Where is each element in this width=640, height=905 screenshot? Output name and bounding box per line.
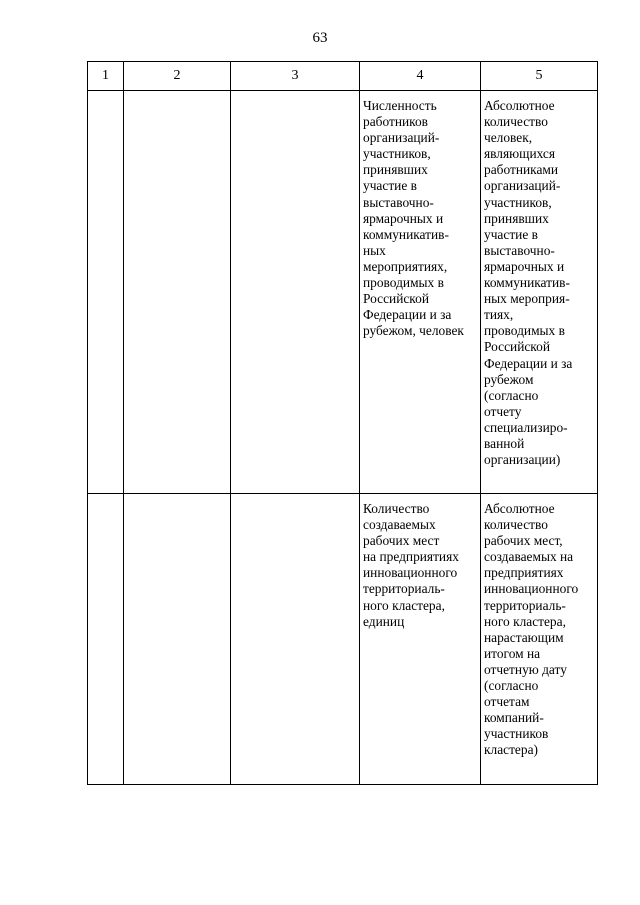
method-cell bbox=[481, 494, 598, 785]
indicators-table bbox=[87, 61, 598, 785]
method-cell bbox=[481, 91, 598, 494]
column-header-1: 1 bbox=[88, 62, 124, 91]
column-header-2: 2 bbox=[124, 62, 231, 91]
column-header-3: 3 bbox=[231, 62, 360, 91]
indicator-text: Численность работников организаций- участников, принявших участие в выставочно- ярмарочных и коммуникатив- ных мероприятиях, проводимых в Российской Федерации и за рубежом, человек bbox=[363, 98, 464, 339]
indicator-text: Количество создаваемых рабочих мест на предприятиях инновационного территориаль- ного кластера, единиц bbox=[363, 501, 459, 629]
table-header-row bbox=[88, 62, 598, 91]
table-cell-col3 bbox=[231, 91, 360, 494]
indicator-cell bbox=[360, 91, 481, 494]
table-row bbox=[88, 494, 598, 785]
table-row bbox=[88, 91, 598, 494]
table-cell-col2 bbox=[124, 91, 231, 494]
table-cell-col1 bbox=[88, 494, 124, 785]
table-cell-col1 bbox=[88, 91, 124, 494]
method-text: Абсолютное количество человек, являющихся работниками организаций- участников, принявших участие в выставочно- ярмарочных и коммуникатив- ных мероприя- тиях, проводимых в Российской Федерации и за рубежом (согласно отчету специализиро- ванной организации) bbox=[484, 98, 573, 468]
page-number: 63 bbox=[312, 30, 328, 46]
table-cell-col3 bbox=[231, 494, 360, 785]
indicator-cell bbox=[360, 494, 481, 785]
column-header-5: 5 bbox=[481, 62, 598, 91]
method-text: Абсолютное количество рабочих мест, создаваемых на предприятиях инновационного территориаль- ного кластера, нарастающим итогом на отчетную дату (согласно отчетам компаний- участников кластера) bbox=[484, 501, 579, 758]
column-header-4: 4 bbox=[360, 62, 481, 91]
table-cell-col2 bbox=[124, 494, 231, 785]
